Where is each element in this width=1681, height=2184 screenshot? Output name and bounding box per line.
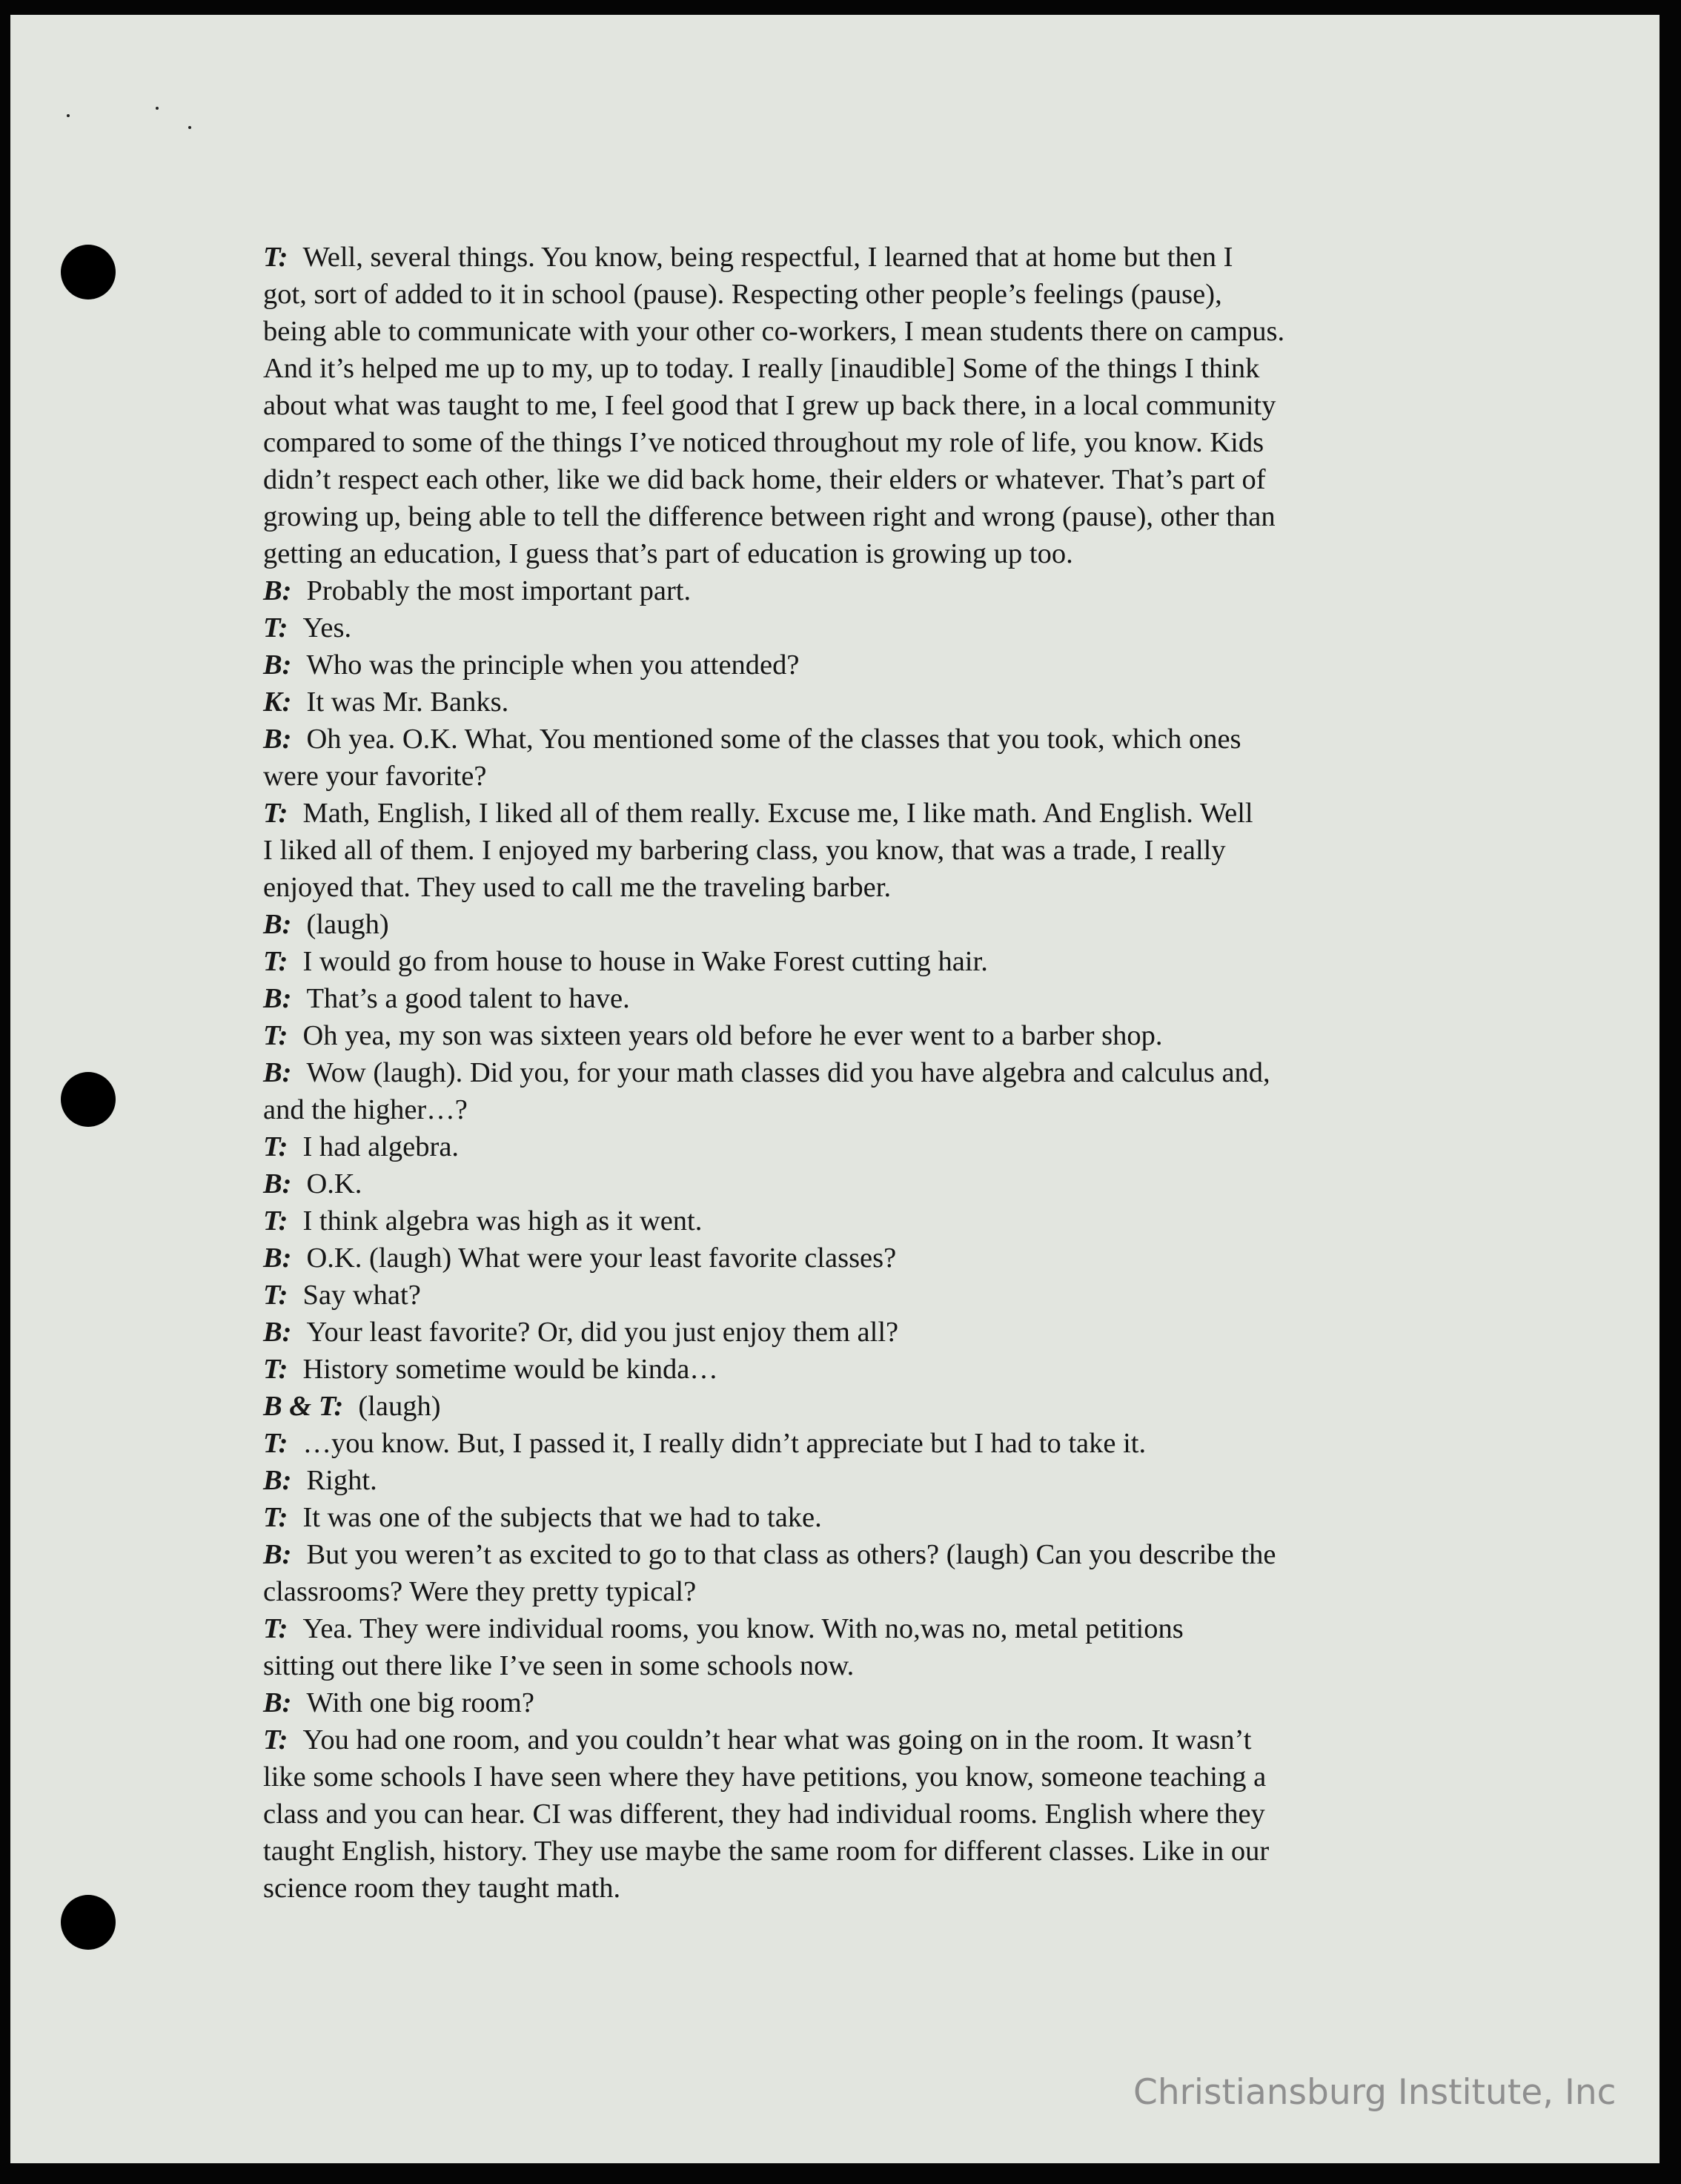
transcript-line	[263, 1314, 1434, 1351]
transcript-line	[263, 1240, 1434, 1277]
transcript-turn	[263, 684, 1434, 721]
transcript-turn	[263, 572, 1434, 609]
transcript-text: Say what?	[302, 1280, 421, 1311]
transcript-line	[263, 572, 1434, 609]
transcript-text: And it’s helped me up to my, up to today. I really [inaudible] Some of the things I think	[263, 353, 1260, 384]
transcript-line	[263, 350, 1434, 387]
transcript-line	[263, 609, 1434, 646]
transcript-turn	[263, 1202, 1434, 1240]
transcript-line	[263, 721, 1434, 758]
transcript-turn	[263, 1128, 1434, 1165]
transcript-text: got, sort of added to it in school (pause). Respecting other people’s feelings (pause),	[263, 279, 1222, 310]
transcript-turn	[263, 1277, 1434, 1314]
transcript-line	[263, 1351, 1434, 1388]
speaker-label: B:	[263, 1687, 292, 1718]
transcript-line	[263, 313, 1434, 350]
transcript-text: class and you can hear. CI was different, they had individual rooms. English where they	[263, 1799, 1265, 1830]
transcript-text: O.K. (laugh) What were your least favorite classes?	[306, 1242, 897, 1274]
transcript-text: Probably the most important part.	[306, 575, 692, 606]
transcript-line	[263, 1277, 1434, 1314]
transcript-text: Yea. They were individual rooms, you know. With no,was no, metal petitions	[302, 1613, 1184, 1644]
transcript-text: Well, several things. You know, being respectful, I learned that at home but then I	[302, 242, 1233, 273]
transcript-line	[263, 795, 1434, 832]
transcript-turn	[263, 1054, 1434, 1128]
transcript-text: I had algebra.	[302, 1131, 460, 1162]
transcript-line	[263, 1536, 1434, 1573]
transcript-line	[263, 1758, 1434, 1796]
speaker-label: T:	[263, 1280, 288, 1311]
transcript-line	[263, 1017, 1434, 1054]
transcript-turn	[263, 795, 1434, 906]
transcript-line	[263, 906, 1434, 943]
transcript-turn	[263, 1721, 1434, 1907]
transcript-text: I liked all of them. I enjoyed my barbering class, you know, that was a trade, I really	[263, 835, 1226, 866]
interview-transcript	[263, 239, 1434, 1907]
transcript-line	[263, 980, 1434, 1017]
transcript-line	[263, 1462, 1434, 1499]
transcript-turn	[263, 646, 1434, 684]
transcript-text: Your least favorite? Or, did you just enjoy them all?	[306, 1317, 899, 1348]
transcript-turn	[263, 1684, 1434, 1721]
transcript-turn	[263, 1499, 1434, 1536]
transcript-text: didn’t respect each other, like we did back home, their elders or whatever. That’s part of	[263, 464, 1266, 495]
transcript-text: With one big room?	[306, 1687, 534, 1718]
transcript-text: taught English, history. They use maybe the same room for different classes. Like in our	[263, 1836, 1270, 1867]
transcript-line	[263, 1833, 1434, 1870]
transcript-line	[263, 1870, 1434, 1907]
speaker-label: B:	[263, 983, 292, 1014]
transcript-turn	[263, 1240, 1434, 1277]
transcript-line	[263, 1647, 1434, 1684]
paper-speck	[67, 114, 70, 117]
transcript-text: O.K.	[306, 1168, 362, 1199]
transcript-line	[263, 1684, 1434, 1721]
transcript-line	[263, 1388, 1434, 1425]
transcript-text: …you know. But, I passed it, I really didn’t appreciate but I had to take it.	[302, 1428, 1147, 1459]
transcript-turn	[263, 980, 1434, 1017]
document-page	[10, 15, 1660, 2163]
speaker-label: T:	[263, 1613, 288, 1644]
transcript-turn	[263, 1610, 1434, 1684]
speaker-label: B:	[263, 649, 292, 681]
transcript-line	[263, 943, 1434, 980]
transcript-line	[263, 239, 1434, 276]
transcript-text: I think algebra was high as it went.	[302, 1205, 703, 1237]
speaker-label: T:	[263, 1724, 288, 1756]
speaker-label: K:	[263, 686, 292, 718]
transcript-line	[263, 1610, 1434, 1647]
speaker-label: T:	[263, 1020, 288, 1051]
transcript-line	[263, 387, 1434, 424]
transcript-text: being able to communicate with your other co-workers, I mean students there on campus.	[263, 316, 1285, 347]
speaker-label: B:	[263, 1242, 292, 1274]
transcript-text: Wow (laugh). Did you, for your math classes did you have algebra and calculus and,	[306, 1057, 1270, 1088]
transcript-turn	[263, 1351, 1434, 1388]
transcript-text: about what was taught to me, I feel good that I grew up back there, in a local community	[263, 390, 1276, 421]
transcript-line	[263, 1128, 1434, 1165]
transcript-text: Oh yea. O.K. What, You mentioned some of the classes that you took, which ones	[306, 724, 1241, 755]
transcript-turn	[263, 239, 1434, 572]
binder-hole	[61, 1072, 116, 1127]
transcript-text: and the higher…?	[263, 1094, 468, 1125]
transcript-line	[263, 684, 1434, 721]
transcript-text: It was Mr. Banks.	[306, 686, 509, 718]
speaker-label: T:	[263, 1131, 288, 1162]
transcript-text: Math, English, I liked all of them really. Excuse me, I like math. And English. Well	[302, 798, 1253, 829]
speaker-label: B:	[263, 575, 292, 606]
transcript-text: (laugh)	[358, 1391, 441, 1422]
transcript-text: enjoyed that. They used to call me the traveling barber.	[263, 872, 892, 903]
transcript-text: sitting out there like I’ve seen in some schools now.	[263, 1650, 855, 1681]
transcript-text: science room they taught math.	[263, 1873, 621, 1904]
binder-hole	[61, 1895, 116, 1950]
transcript-line	[263, 1425, 1434, 1462]
paper-speck	[156, 107, 159, 110]
transcript-turn	[263, 721, 1434, 795]
speaker-label: B:	[263, 1317, 292, 1348]
transcript-text: That’s a good talent to have.	[306, 983, 630, 1014]
speaker-label: T:	[263, 946, 288, 977]
transcript-text: Oh yea, my son was sixteen years old before he ever went to a barber shop.	[302, 1020, 1163, 1051]
transcript-text: were your favorite?	[263, 761, 487, 792]
transcript-text: But you weren’t as excited to go to that class as others? (laugh) Can you describe the	[306, 1539, 1276, 1570]
speaker-label: B:	[263, 1539, 292, 1570]
speaker-label: B:	[263, 1168, 292, 1199]
transcript-text: Who was the principle when you attended?	[306, 649, 800, 681]
speaker-label: T:	[263, 242, 288, 273]
transcript-turn	[263, 1388, 1434, 1425]
transcript-turn	[263, 1462, 1434, 1499]
transcript-line	[263, 424, 1434, 461]
speaker-label: T:	[263, 612, 288, 643]
transcript-line	[263, 869, 1434, 906]
transcript-text: You had one room, and you couldn’t hear what was going on in the room. It wasn’t	[302, 1724, 1252, 1756]
speaker-label: T:	[263, 798, 288, 829]
transcript-turn	[263, 1314, 1434, 1351]
transcript-line	[263, 1499, 1434, 1536]
transcript-text: like some schools I have seen where they have petitions, you know, someone teaching a	[263, 1761, 1267, 1793]
speaker-label: T:	[263, 1205, 288, 1237]
transcript-text: Yes.	[302, 612, 352, 643]
transcript-line	[263, 498, 1434, 535]
transcript-turn	[263, 1017, 1434, 1054]
transcript-line	[263, 1091, 1434, 1128]
transcript-line	[263, 276, 1434, 313]
binder-hole	[61, 245, 116, 300]
transcript-turn	[263, 1425, 1434, 1462]
transcript-turn	[263, 906, 1434, 943]
transcript-text: compared to some of the things I’ve noticed throughout my role of life, you know. Kids	[263, 427, 1264, 458]
transcript-turn	[263, 1165, 1434, 1202]
speaker-label: T:	[263, 1428, 288, 1459]
speaker-label: B:	[263, 724, 292, 755]
transcript-line	[263, 1165, 1434, 1202]
transcript-line	[263, 832, 1434, 869]
watermark: Christiansburg Institute, Inc	[1133, 2072, 1617, 2113]
transcript-text: growing up, being able to tell the difference between right and wrong (pause), other than	[263, 501, 1276, 532]
transcript-text: Right.	[306, 1465, 377, 1496]
speaker-label: T:	[263, 1502, 288, 1533]
transcript-text: (laugh)	[306, 909, 389, 940]
transcript-line	[263, 535, 1434, 572]
speaker-label: B:	[263, 909, 292, 940]
transcript-text: I would go from house to house in Wake Forest cutting hair.	[302, 946, 988, 977]
speaker-label: B & T:	[263, 1391, 344, 1422]
transcript-text: getting an education, I guess that’s part of education is growing up too.	[263, 538, 1073, 569]
speaker-label: B:	[263, 1057, 292, 1088]
transcript-text: classrooms? Were they pretty typical?	[263, 1576, 697, 1607]
transcript-turn	[263, 609, 1434, 646]
transcript-line	[263, 1721, 1434, 1758]
transcript-line	[263, 1796, 1434, 1833]
speaker-label: B:	[263, 1465, 292, 1496]
transcript-turn	[263, 1536, 1434, 1610]
transcript-line	[263, 646, 1434, 684]
transcript-line	[263, 758, 1434, 795]
transcript-line	[263, 1054, 1434, 1091]
transcript-text: History sometime would be kinda…	[302, 1354, 718, 1385]
speaker-label: T:	[263, 1354, 288, 1385]
transcript-turn	[263, 943, 1434, 980]
paper-speck	[188, 126, 191, 129]
transcript-line	[263, 1202, 1434, 1240]
transcript-line	[263, 461, 1434, 498]
transcript-text: It was one of the subjects that we had to take.	[302, 1502, 822, 1533]
transcript-line	[263, 1573, 1434, 1610]
